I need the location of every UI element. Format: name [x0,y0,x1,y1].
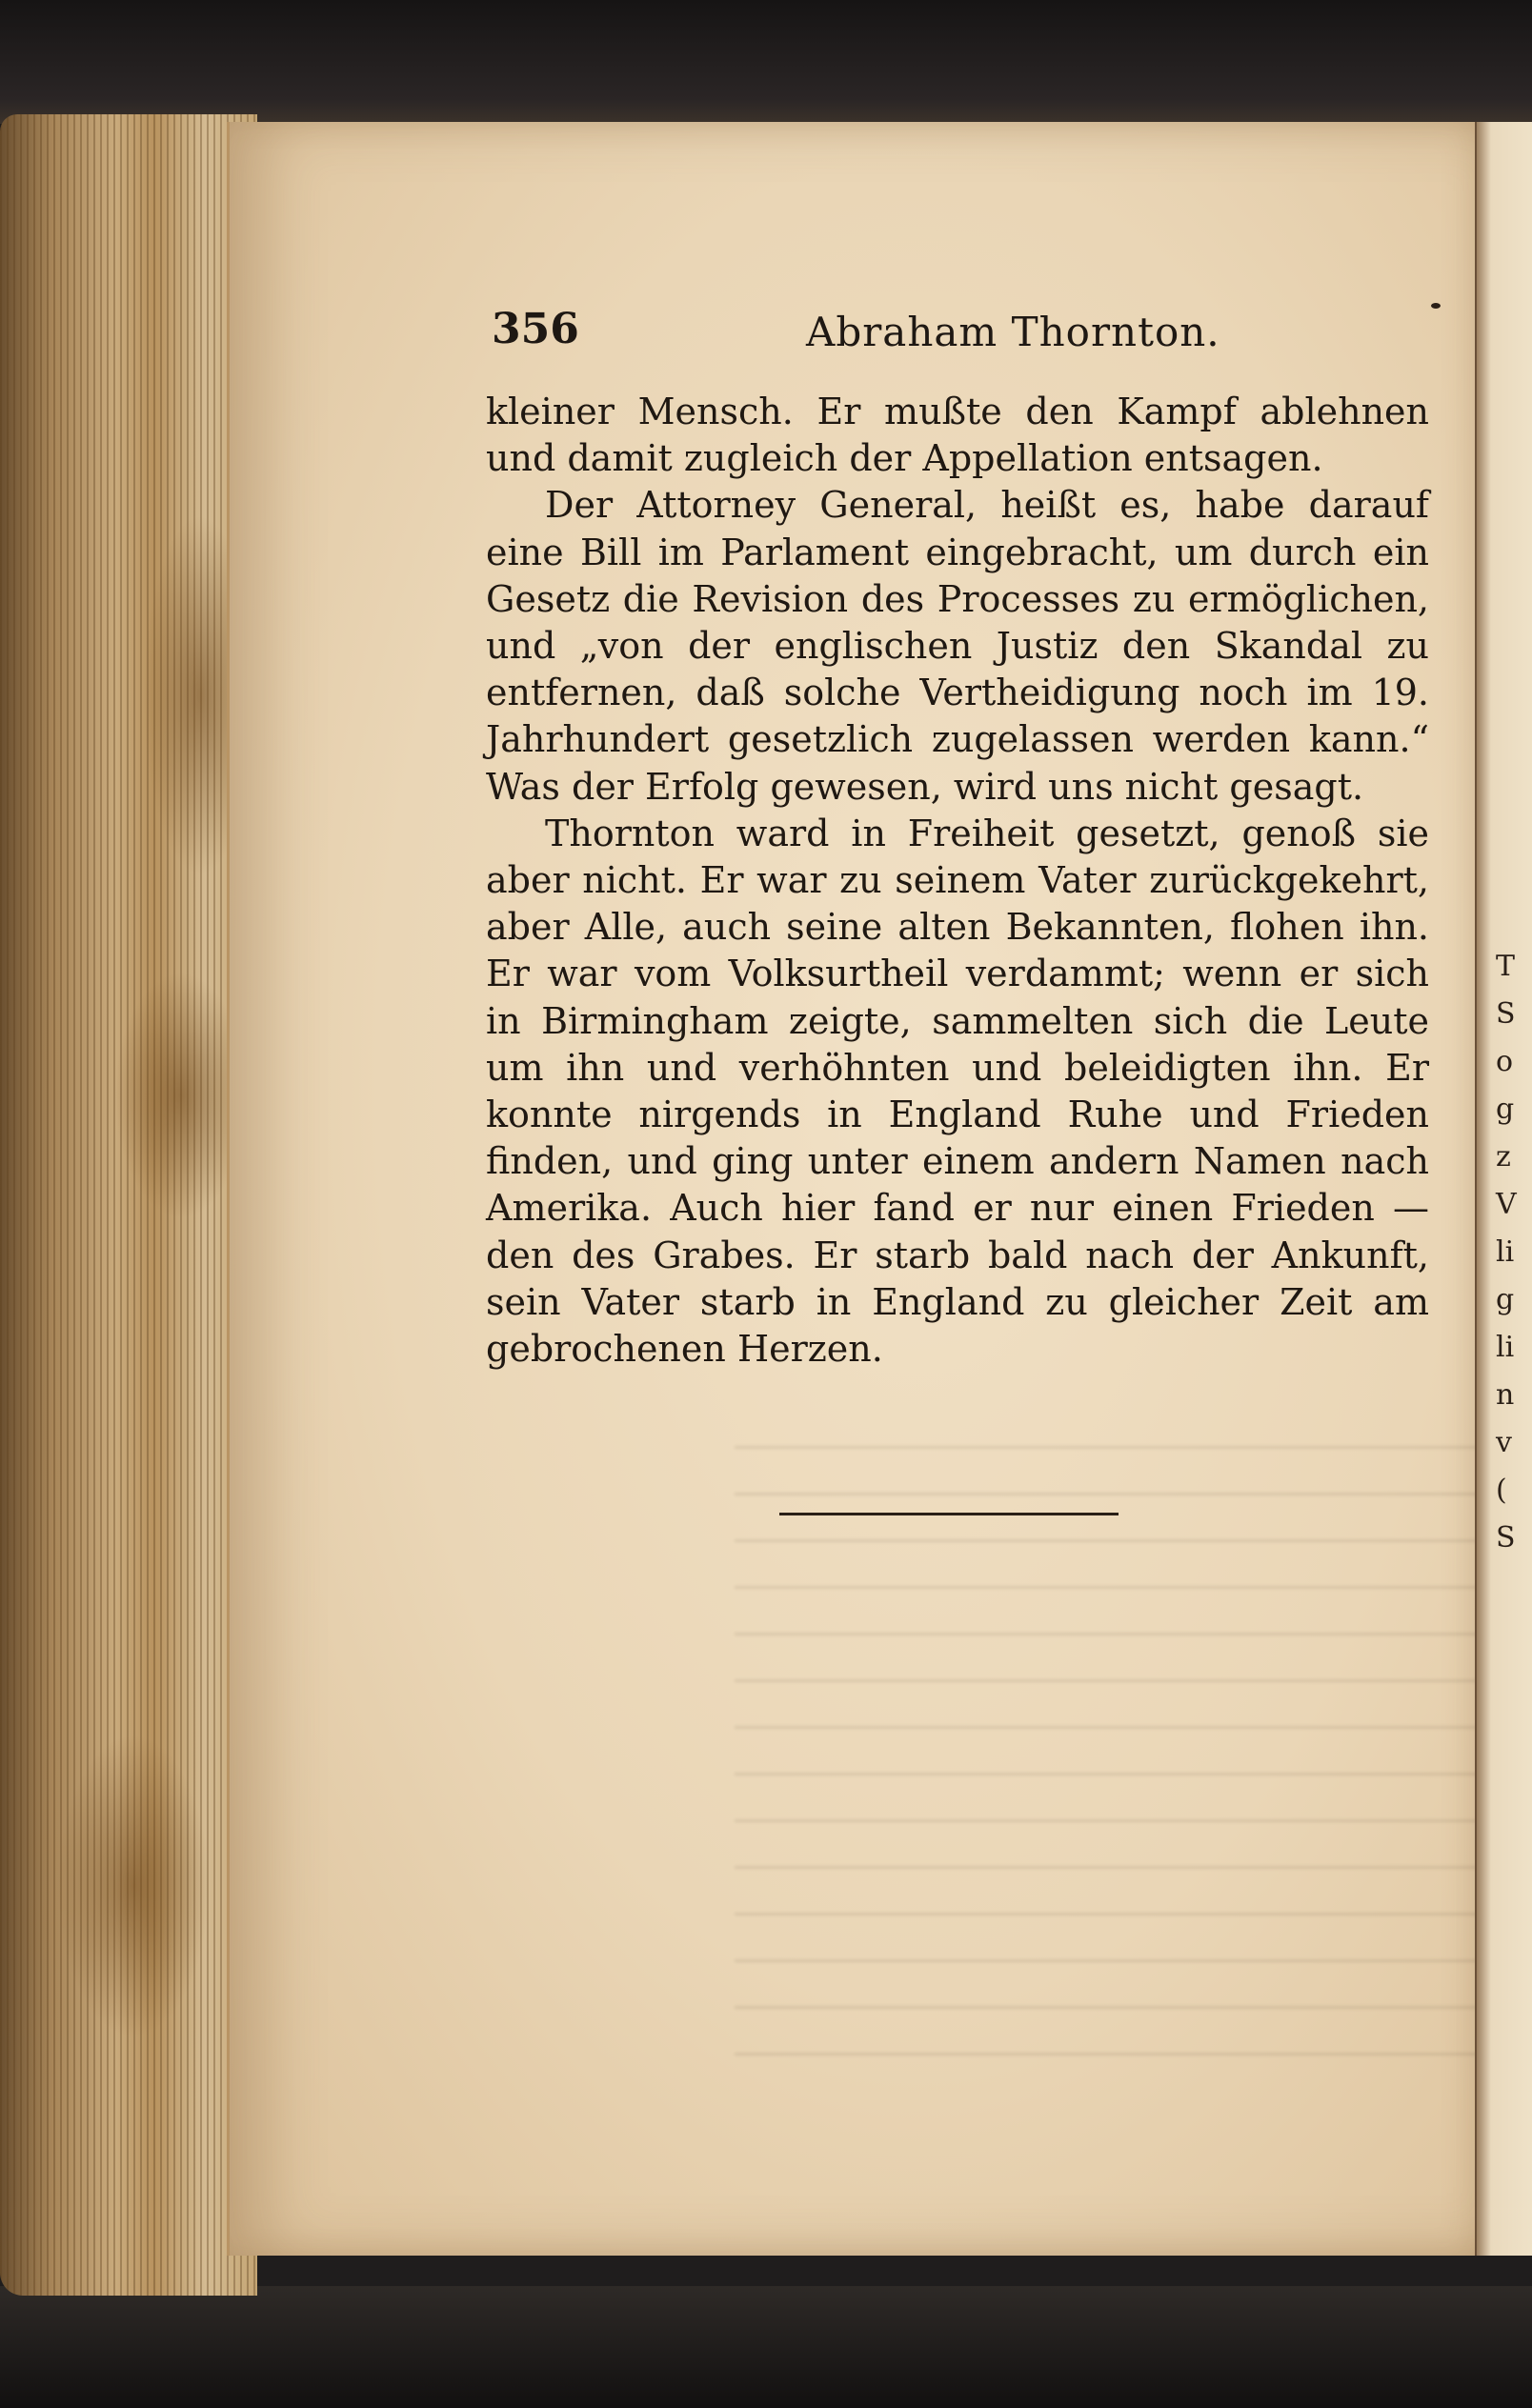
bleed-through [735,1446,1532,2056]
facing-page-fragment: V [1496,1188,1517,1221]
paragraph: Der Attorney General, heißt es, habe darauf eine Bill im Parlament eingebracht, um durch ein Gesetz die Revision des Processes zu ermöglichen, und „von der englischen Justiz den Skandal zu entfernen, daß solche Vertheidigung noch im 19. Jahrhundert gesetzlich zugelassen werden kann.“ Was der Erfolg gewesen, wird uns nicht gesagt. [486,484,1429,808]
background-bottom [0,2286,1532,2408]
facing-page-fragment: o [1496,1045,1514,1078]
page-edges [0,114,257,2296]
closing-rule [779,1513,1119,1515]
ink-speck [1431,303,1441,309]
background-top [0,0,1532,124]
page-header [492,305,1435,362]
facing-page-fragment: n [1496,1378,1515,1412]
facing-page-fragment: z [1496,1140,1511,1174]
running-title: Abraham Thornton. [806,309,1220,355]
facing-page-fragment: S [1496,997,1516,1031]
facing-page-fragment: ( [1496,1474,1507,1507]
paragraph: Thornton ward in Freiheit gesetzt, genoß sie aber nicht. Er war zu seinem Vater zurückgekehrt, aber Alle, auch seine alten Bekannten, flohen ihn. Er war vom Volksurtheil verdammt; wenn er sich in Birmingham zeigte, sammelten sich die Leute um ihn und verhöhnten und beleidigten ihn. Er konnte nirgends in England Ruhe und Frieden finden, und ging unter einem andern Namen nach Amerika. Auch hier fand er nur einen Frieden — den des Grabes. Er starb bald nach der Ankunft, sein Vater starb in England zu gleicher Zeit am gebrochenen Herzen. [486,812,1429,1371]
facing-page-fragment: g [1496,1093,1515,1126]
stain [57,1734,210,2038]
facing-page-fragment: li [1496,1331,1515,1364]
facing-page-fragment: li [1496,1235,1515,1269]
paragraph: kleiner Mensch. Er mußte den Kampf ablehnen und damit zugleich der Appellation entsagen. [486,391,1429,480]
facing-page-fragment: v [1496,1426,1512,1459]
page-number: 356 [492,305,579,353]
body-text [486,389,1429,1373]
facing-page-fragment: S [1496,1521,1516,1555]
facing-page-fragment: T [1496,950,1516,983]
facing-page-fragment: g [1496,1283,1515,1316]
